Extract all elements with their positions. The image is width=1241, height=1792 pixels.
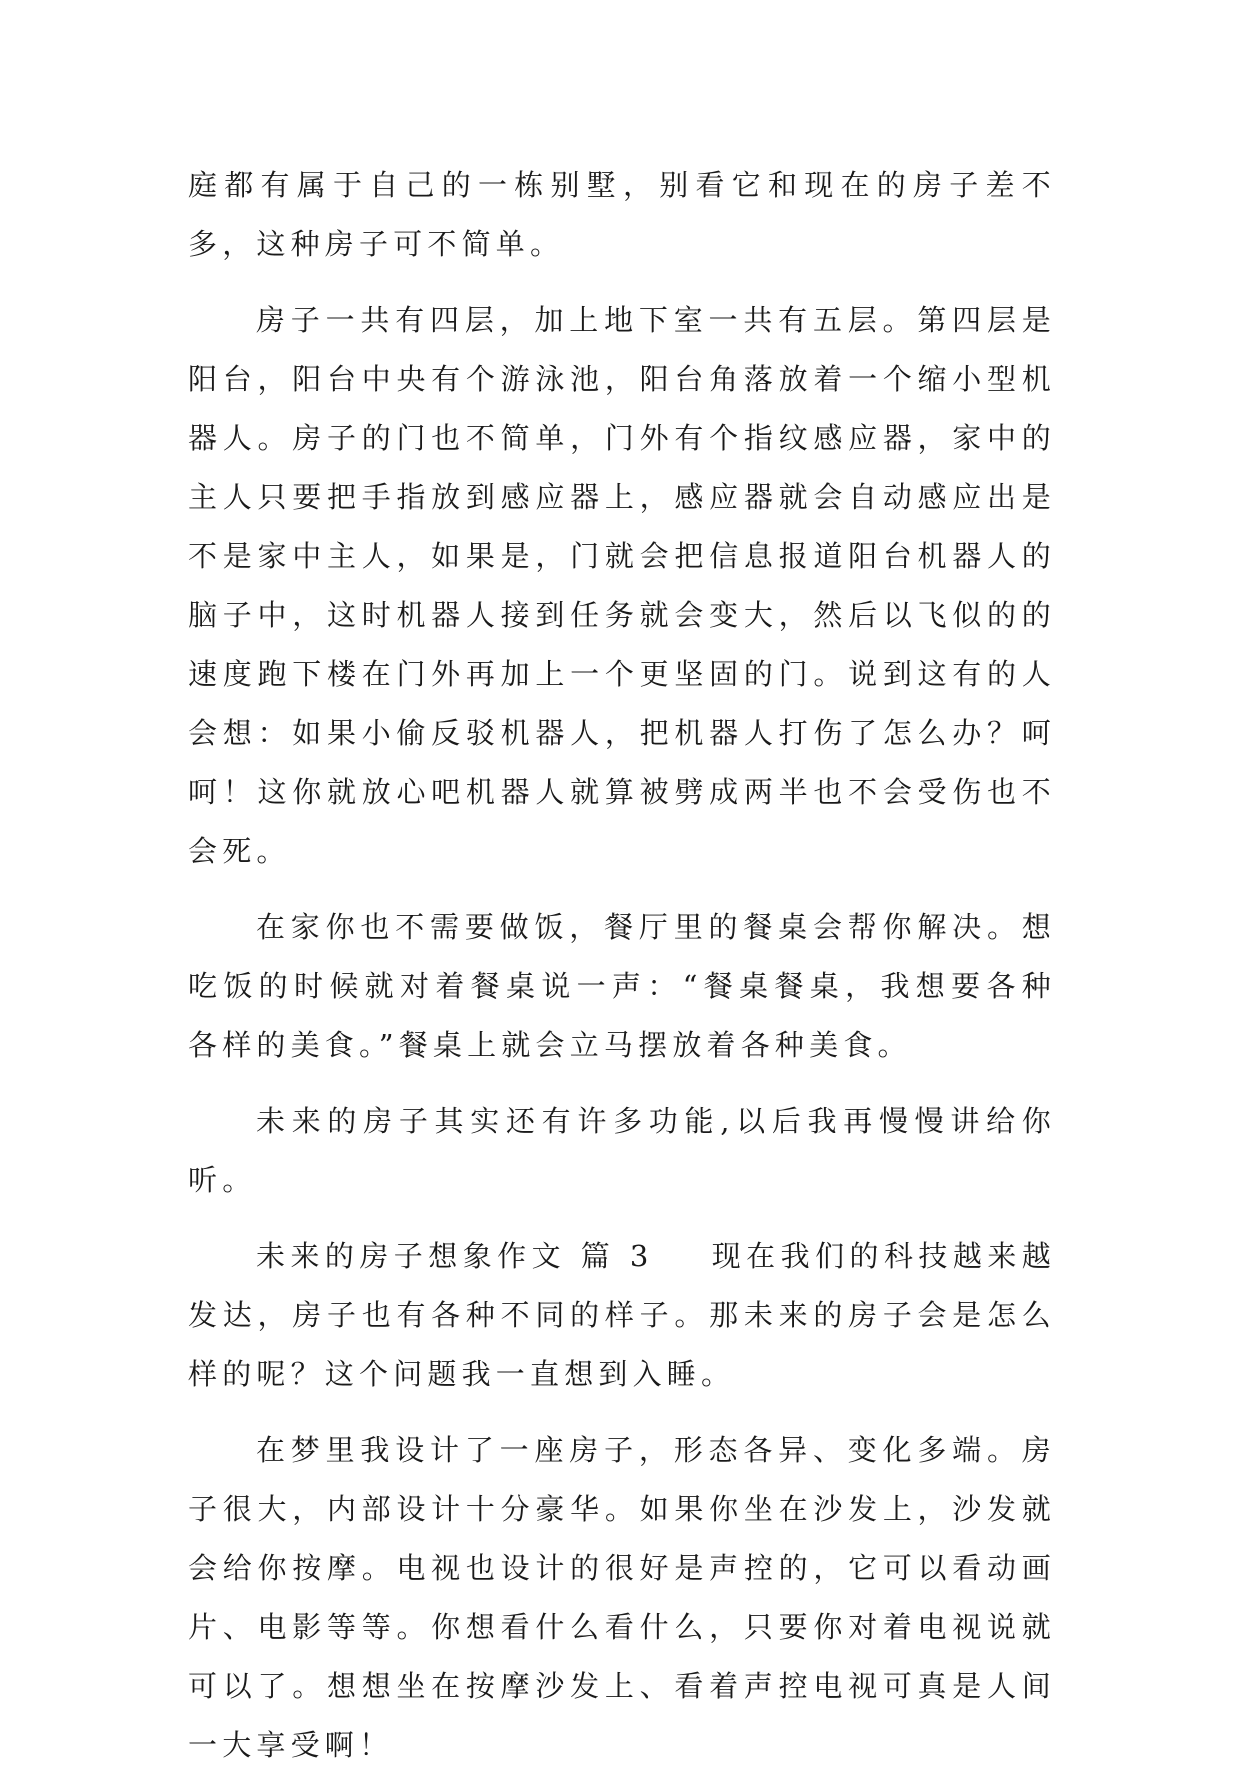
paragraph-more-functions: 未来的房子其实还有许多功能,以后我再慢慢讲给你听。 [188,1104,1056,1197]
paragraph-essay-3-intro [188,1227,1056,1404]
essay-3-intro-text: 现在我们的科技越来越发达，房子也有各种不同的样子。那未来的房子会是怎么样的呢？这个问题我一直想到入睡。 [188,1239,1056,1391]
paragraph-dream-house: 在梦里我设计了一座房子，形态各异、变化多端。房子很大，内部设计十分豪华。如果你坐在沙发上，沙发就会给你按摩。电视也设计的很好是声控的，它可以看动画片、电影等等。你想看什么看什么，只要你对着电视说就可以了。想想坐在按摩沙发上、看着声控电视可真是人间一大享受啊！ [188,1433,1056,1762]
essay-section-heading: 未来的房子想象作文 篇 3 [256,1239,654,1273]
document-body [188,156,1056,1792]
paragraph-house-structure: 房子一共有四层，加上地下室一共有五层。第四层是阳台，阳台中央有个游泳池，阳台角落放着一个缩小型机器人。房子的门也不简单，门外有个指纹感应器，家中的主人只要把手指放到感应器上，感应器就会自动感应出是不是家中主人，如果是，门就会把信息报道阳台机器人的脑子中，这时机器人接到任务就会变大，然后以飞似的的速度跑下楼在门外再加上一个更坚固的门。说到这有的人会想：如果小偷反驳机器人，把机器人打伤了怎么办？呵呵！这你就放心吧机器人就算被劈成两半也不会受伤也不会死。 [188,303,1056,868]
paragraph-continuation: 庭都有属于自己的一栋别墅，别看它和现在的房子差不多，这种房子可不简单。 [188,168,1056,261]
paragraph-dining-table: 在家你也不需要做饭，餐厅里的餐桌会帮你解决。想吃饭的时候就对着餐桌说一声：“餐桌餐桌，我想要各种各样的美食。”餐桌上就会立马摆放着各种美食。 [188,910,1056,1062]
